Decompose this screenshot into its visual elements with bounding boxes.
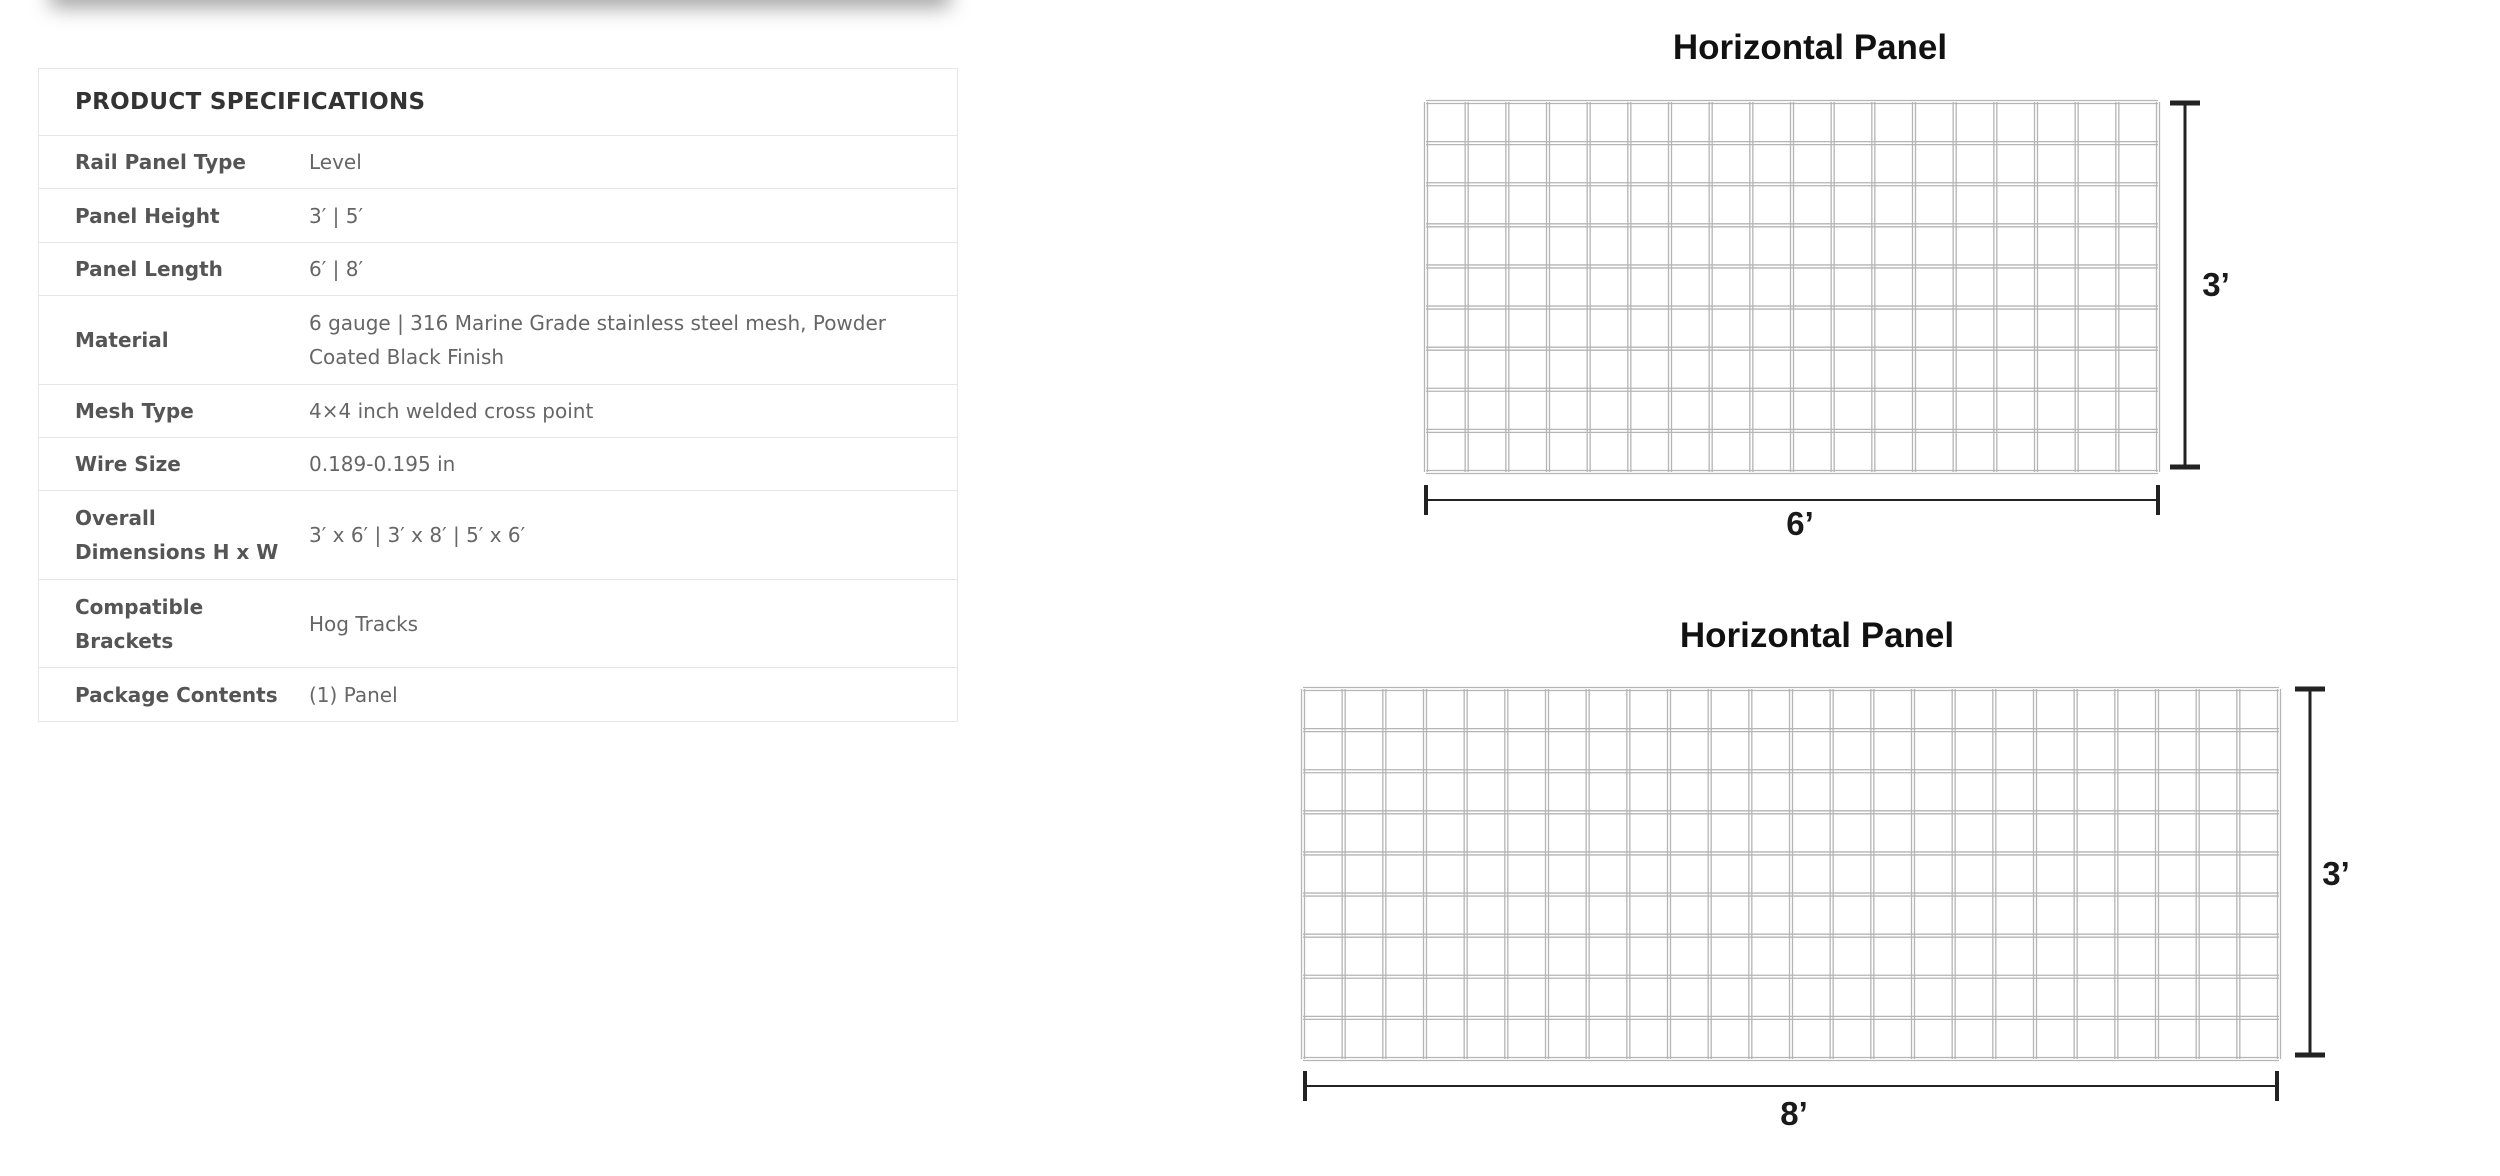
spec-label: Panel Length	[75, 257, 223, 281]
width-label-6ft: 6’	[1786, 505, 1814, 542]
spec-label: Wire Size	[75, 452, 181, 476]
spec-value: Level	[309, 150, 362, 174]
spec-value: 6′ | 8′	[309, 257, 363, 281]
diagram-title-8ft: Horizontal Panel	[1679, 616, 1955, 655]
spec-value: 3′ x 6′ | 3′ x 8′ | 5′ x 6′	[309, 523, 526, 547]
spec-row-rail-panel-type	[39, 136, 957, 189]
spec-row-wire-size	[39, 438, 957, 491]
spec-label: Panel Height	[75, 203, 220, 228]
spec-label: Material	[75, 328, 169, 352]
spec-row-panel-length	[39, 243, 957, 296]
spec-label: Compatible Brackets	[75, 594, 204, 653]
spec-value: (1) Panel	[309, 682, 398, 707]
height-label-6ft: 3’	[2202, 266, 2230, 303]
spec-row-mesh-type	[39, 385, 957, 438]
spec-value: Hog Tracks	[309, 611, 419, 636]
spec-value: 4×4 inch welded cross point	[309, 399, 594, 423]
spec-row-overall-dimensions	[39, 491, 957, 580]
width-label-8ft: 8’	[1780, 1095, 1808, 1132]
spec-value: 3′ | 5′	[309, 203, 363, 228]
dimension-lines-6ft	[1420, 95, 2220, 515]
diagram-title-6ft: Horizontal Panel	[1672, 28, 1948, 67]
product-specifications-table	[38, 68, 958, 722]
spec-row-compatible-brackets	[39, 580, 957, 668]
spec-row-panel-height	[39, 189, 957, 243]
spec-value: 6 gauge | 316 Marine Grade stainless steel mesh, Powder Coated Black Finish	[309, 311, 887, 369]
spec-label: Mesh Type	[75, 399, 194, 423]
spec-row-package-contents	[39, 668, 957, 721]
spec-label: Rail Panel Type	[75, 150, 246, 174]
spec-label: Package Contents	[75, 682, 278, 707]
dimension-lines-8ft	[1295, 683, 2345, 1143]
height-label-8ft: 3’	[2322, 855, 2350, 892]
spec-label: Overall Dimensions H x W	[75, 506, 279, 564]
spec-value: 0.189-0.195 in	[309, 452, 456, 476]
specs-title: PRODUCT SPECIFICATIONS	[39, 69, 957, 136]
spec-row-material	[39, 296, 957, 385]
